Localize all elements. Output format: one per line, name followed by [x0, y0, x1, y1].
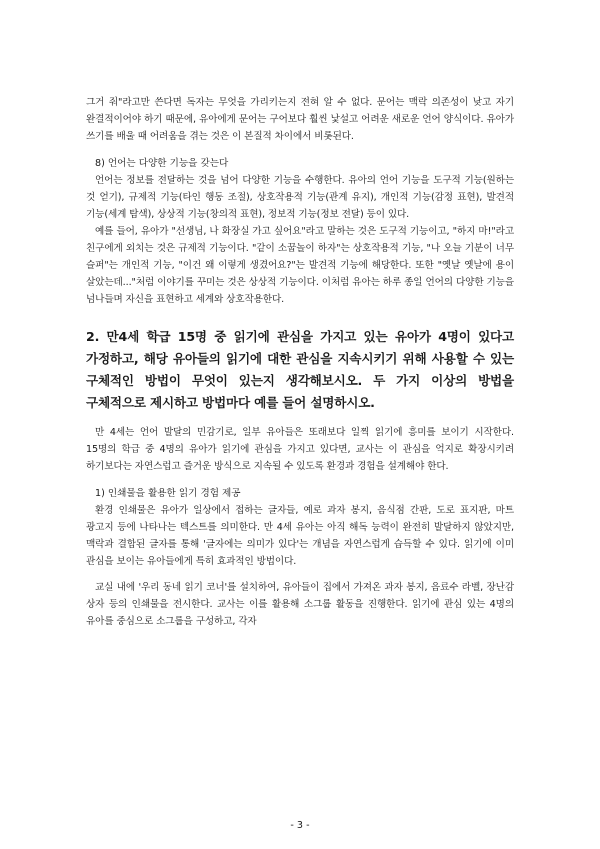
- method-1-paragraph-2: 교실 내에 '우리 동네 읽기 코너'를 설치하여, 유아들이 집에서 가져온 과자 봉지, 음료수 라벨, 장난감 상자 등의 인쇄물을 전시한다. 교사는 이를 활용해 소그룹 활동을 진행한다. 읽기에 관심 있는 4명의 유아를 중심으로 소그룹을 구성하고, 각자: [86, 582, 514, 627]
- spacer: [86, 475, 514, 485]
- spacer: [86, 145, 514, 155]
- spacer: [86, 414, 514, 424]
- question-2-heading: 2. 만4세 학급 15명 중 읽기에 관심을 가지고 있는 유아가 4명이 있다고 가정하고, 해당 유아들의 읽기에 대한 관심을 지속시키기 위해 사용할 수 있는 구체적인 방법이 무엇이 있는지 생각해보시오. 두 가지 이상의 방법을 구체적으로 제시하고 방법마다 예를 들어 설명하시오.: [86, 329, 514, 410]
- section-8-paragraph-1: 언어는 정보를 전달하는 것을 넘어 다양한 기능을 수행한다. 유아의 언어 기능을 도구적 기능(원하는 것 얻기), 규제적 기능(타인 행동 조절), 상호작용적 기능(관계 유지), 개인적 기능(감정 표현), 발견적 기능(세계 탐색), 상상적 기능(창의적 표현), 정보적 기능(정보 전달) 등이 있다.: [86, 175, 514, 220]
- section-8-heading: 8) 언어는 다양한 기능을 갖는다: [95, 158, 229, 169]
- spacer: [86, 308, 514, 326]
- spacer: [86, 570, 514, 579]
- answer-intro-paragraph: 만 4세는 언어 발달의 민감기로, 일부 유아들은 또래보다 일찍 읽기에 흥미를 보이기 시작한다. 15명의 학급 중 4명의 유아가 읽기에 관심을 가지고 있다면, 교사는 이 관심을 억지로 확장시키려 하기보다는 자연스럽고 즐거운 방식으로 지속될 수 있도록 환경과 경험을 설계해야 한다.: [86, 427, 514, 472]
- section-8-paragraph-2: 예를 들어, 유아가 "선생님, 나 화장실 가고 싶어요"라고 말하는 것은 도구적 기능이고, "하지 마!"라고 친구에게 외치는 것은 규제적 기능이다. "같이 소꿉놀이 하자"는 상호작용적 기능, "나 오늘 기분이 너무 슬퍼"는 개인적 기능, "이건 왜 이렇게 생겼어요?"는 발견적 기능에 해당한다. 또한 "옛날 옛날에 용이 살았는데..."처럼 이야기를 꾸미는 것은 상상적 기능이다. 이처럼 유아는 하루 종일 언어의 다양한 기능을 넘나들며 자신을 표현하고 세계와 상호작용한다.: [86, 226, 514, 305]
- document-page: [86, 94, 514, 630]
- method-1-heading: 1) 인쇄물을 활용한 읽기 경험 제공: [95, 488, 241, 499]
- paragraph-continuation: 그거 줘"라고만 쓴다면 독자는 무엇을 가리키는지 전혀 알 수 없다. 문어는 맥락 의존성이 낮고 자기 완결적이어야 하기 때문에, 유아에게 문어는 구어보다 훨씬 낯설고 어려운 새로운 언어 양식이다. 유아가 쓰기를 배울 때 어려움을 겪는 것은 이 본질적 차이에서 비롯된다.: [86, 97, 514, 142]
- method-1-paragraph-1: 환경 인쇄물은 유아가 일상에서 접하는 글자들, 예로 과자 봉지, 음식점 간판, 도로 표지판, 마트 광고지 등에 나타나는 텍스트를 의미한다. 만 4세 유아는 아직 해독 능력이 완전히 발달하지 않았지만, 맥락과 결합된 글자를 통해 '글자에는 의미가 있다'는 개념을 자연스럽게 습득할 수 있다. 읽기에 이미 관심을 보이는 유아들에게 특히 효과적인 방법이다.: [86, 505, 514, 567]
- page-number: - 3 -: [290, 820, 310, 831]
